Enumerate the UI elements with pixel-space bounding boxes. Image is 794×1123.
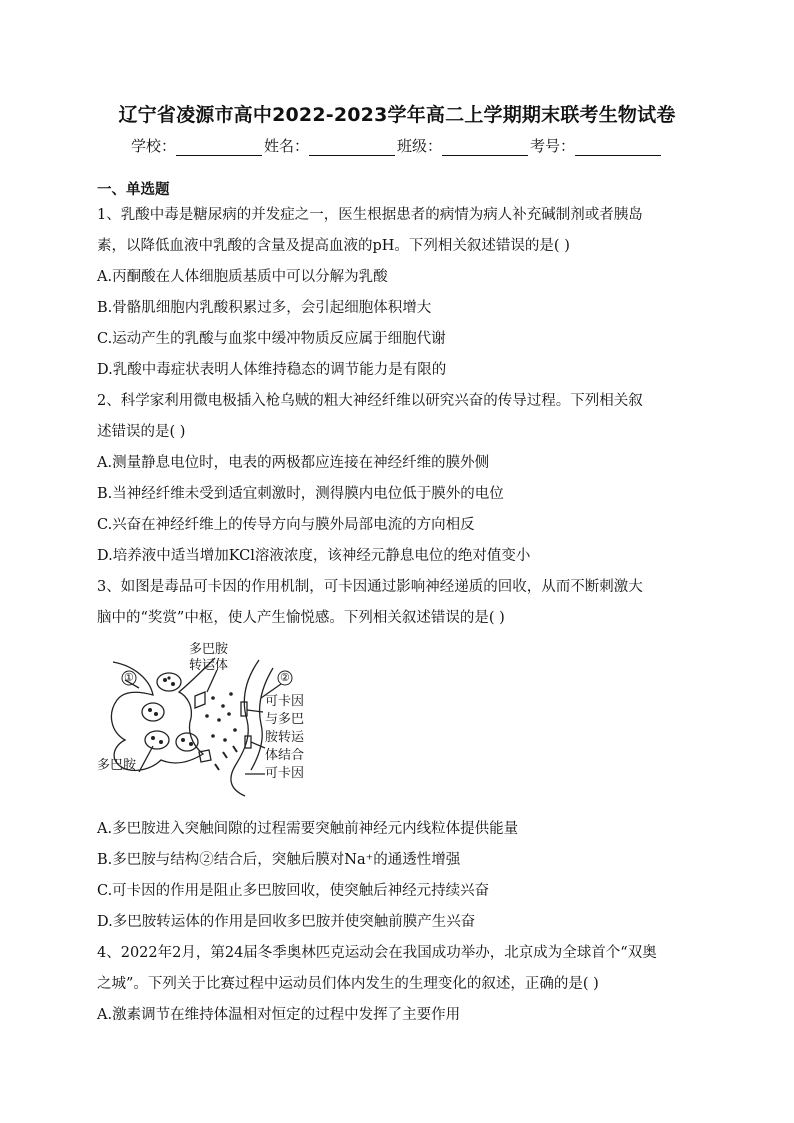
name-field bbox=[264, 135, 397, 156]
question-2-stem-line-1: 2、科学家利用微电极插入枪乌贼的粗大神经纤维以研究兴奋的传导过程。下列相关叙 bbox=[97, 393, 643, 409]
name-blank[interactable] bbox=[309, 139, 395, 156]
question-4-stem-line-1: 4、2022年2月，第24届冬季奥林匹克运动会在我国成功举办，北京成为全球首个“双奥 bbox=[97, 945, 657, 961]
question-2-option-c: C.兴奋在神经纤维上的传导方向与膜外局部电流的方向相反 bbox=[97, 517, 475, 533]
page-title: 辽宁省凌源市高中2022-2023学年高二上学期期末联考生物试卷 bbox=[118, 104, 676, 126]
question-3-stem-line-2: 脑中的“奖赏”中枢，使人产生愉悦感。下列相关叙述错误的是( ) bbox=[97, 610, 505, 626]
school-field bbox=[131, 135, 264, 156]
vesicle-4 bbox=[176, 733, 198, 751]
label-cocaine-bind-line-4: 体结合 bbox=[265, 748, 305, 763]
question-1-option-a: A.丙酮酸在人体细胞质基质中可以分解为乳酸 bbox=[97, 269, 388, 285]
question-4-stem-line-2: 之城”。下列关于比赛过程中运动员们体内发生的生理变化的叙述，正确的是( ) bbox=[97, 976, 599, 992]
question-2-option-b: B.当神经纤维未受到适宜刺激时，测得膜内电位低于膜外的电位 bbox=[97, 486, 504, 502]
question-1-stem-line-2: 素，以降低血液中乳酸的含量及提高血液的pH。下列相关叙述错误的是( ) bbox=[97, 238, 570, 254]
label-cocaine-bind-line-1: 可卡因 bbox=[265, 694, 305, 709]
school-blank[interactable] bbox=[176, 139, 262, 156]
question-3-option-c: C.可卡因的作用是阻止多巴胺回收，使突触后神经元持续兴奋 bbox=[97, 883, 490, 899]
question-3-stem-line-1: 3、如图是毒品可卡因的作用机制，可卡因通过影响神经递质的回收，从而不断刺激大 bbox=[97, 579, 643, 595]
label-transporter-line-2: 转运体 bbox=[189, 658, 229, 673]
question-3-option-b: B.多巴胺与结构②结合后，突触后膜对Na⁺的通透性增强 bbox=[97, 852, 461, 868]
exam-number-label: 考号： bbox=[530, 137, 576, 155]
synapse-diagram bbox=[95, 640, 315, 808]
question-3-option-a: A.多巴胺进入突触间隙的过程需要突触前神经元内线粒体提供能量 bbox=[97, 821, 519, 837]
vesicle-1 bbox=[157, 673, 181, 691]
question-2-stem-line-2: 述错误的是( ) bbox=[97, 424, 186, 440]
class-field bbox=[397, 135, 530, 156]
label-transporter-line-1: 多巴胺 bbox=[189, 642, 229, 657]
exam-number-field bbox=[530, 135, 663, 156]
question-4-option-a: A.激素调节在维持体温相对恒定的过程中发挥了主要作用 bbox=[97, 1007, 461, 1023]
vesicle-2 bbox=[142, 703, 164, 721]
class-label: 班级： bbox=[397, 137, 443, 155]
class-blank[interactable] bbox=[442, 139, 528, 156]
question-2-option-d: D.培养液中适当增加KCl溶液浓度，该神经元静息电位的绝对值变小 bbox=[97, 548, 531, 564]
school-label: 学校： bbox=[130, 137, 176, 155]
question-1-option-b: B.骨骼肌细胞内乳酸积累过多，会引起细胞体积增大 bbox=[97, 300, 432, 316]
label-cocaine-bind-line-3: 胺转运 bbox=[265, 730, 305, 745]
question-1-option-c: C.运动产生的乳酸与血浆中缓冲物质反应属于细胞代谢 bbox=[97, 331, 446, 347]
question-1-option-d: D.乳酸中毒症状表明人体维持稳态的调节能力是有限的 bbox=[97, 362, 447, 378]
exam-number-blank[interactable] bbox=[575, 139, 661, 156]
question-1-stem-line-1: 1、乳酸中毒是糖尿病的并发症之一，医生根据患者的病情为病人补充碱制剂或者胰岛 bbox=[97, 207, 643, 223]
label-circle-2: ② bbox=[280, 671, 290, 684]
student-info-row bbox=[0, 135, 794, 156]
postsynaptic-membrane bbox=[231, 660, 259, 796]
label-cocaine-bind-line-2: 与多巴 bbox=[265, 712, 305, 727]
label-dopamine: 多巴胺 bbox=[97, 758, 137, 773]
label-cocaine: 可卡因 bbox=[265, 766, 305, 781]
question-3-option-d: D.多巴胺转运体的作用是回收多巴胺并使突触前膜产生兴奋 bbox=[97, 914, 476, 930]
name-label: 姓名： bbox=[263, 137, 309, 155]
label-circle-1: ① bbox=[124, 671, 134, 684]
vesicle-3 bbox=[145, 731, 169, 749]
question-2-option-a: A.测量静息电位时，电表的两极都应连接在神经纤维的膜外侧 bbox=[97, 455, 490, 471]
section-title: 一、单选题 bbox=[97, 182, 170, 198]
transporter-1 bbox=[195, 692, 205, 708]
